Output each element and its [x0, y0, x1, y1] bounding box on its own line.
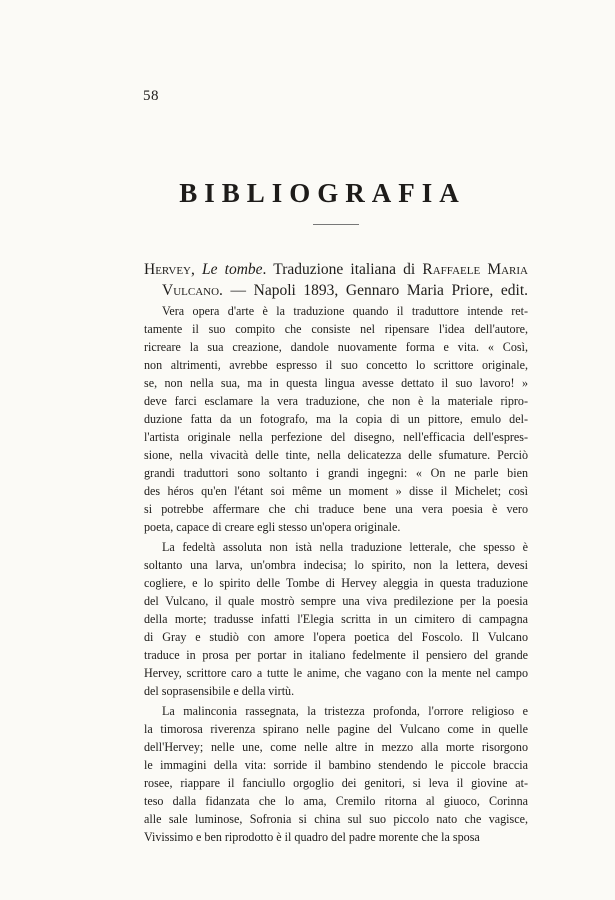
text-line: Hervey, scrittore caro a tutte le anime, che vagano con la mente nel campo [144, 666, 528, 680]
text-line: della morte; tradusse infatti l'Elegia scritta in un cimitero di campagna [144, 612, 528, 626]
text-line: non altrimenti, avrebbe espresso il suo concetto lo scrittore originale, [144, 358, 528, 372]
text-line: duzione fatta da un fotografo, ma la copia di un pittore, emulo del- [144, 412, 528, 426]
text-line: si potrebbe affermare che chi traduce bene una vera poesia è vero [144, 502, 528, 516]
text-line: teso dalla fidanzata che lo ama, Cremilo ritorna al giuoco, Corinna [144, 794, 528, 808]
text-line: rosee, riappare il fanciullo orgoglio dei genitori, si leva il giovine at- [144, 776, 528, 790]
title-ornament [313, 224, 359, 225]
entry-sep: , [190, 261, 202, 278]
paragraph-3 [144, 702, 528, 846]
text-line: soltanto una larva, un'ombra indecisa; lo spirito, non la lettera, devesi [144, 558, 528, 572]
text-line: se, non nella sua, ma in questa lingua avesse dettato il suo lavoro! » [144, 376, 528, 390]
text-line: cogliere, e lo spirito delle Tombe di Hervey aleggia in questa traduzione [144, 576, 528, 590]
text-line: del Vulcano, il quale mostrò sempre una viva predilezione per la poesia [144, 594, 528, 608]
text-line: La fedeltà assoluta non istà nella traduzione letterale, che spesso è [162, 540, 528, 554]
text-line: poeta, capace di creare egli stesso un'opera originale. [144, 520, 401, 534]
entry-translator-1: Raffaele Maria [422, 261, 529, 278]
text-line: grandi traduttori sono soltanto i grandi ingegni: « On ne parle bien [144, 466, 528, 480]
text-line: sione, nella vivacità delle tinte, nella delicatezza delle sfumature. Perciò [144, 448, 528, 462]
text-line: la timorosa riverenza spirano nelle pagine del Vulcano come in quelle [144, 722, 528, 736]
text-line: l'artista originale nella perfezione del disegno, nell'efficacia dell'espres- [144, 430, 528, 444]
text-line: deve farci esclamare la vera traduzione, che non è la materiale ripro- [144, 394, 528, 408]
page-number: 58 [143, 88, 159, 104]
text-line: di Gray e studiò con amore l'opera poetica del Foscolo. Il Vulcano [144, 630, 528, 644]
paragraph-2 [144, 538, 528, 700]
text-line: traduce in prosa per portar in italiano fedelmente il pensiero del grande [144, 648, 528, 662]
entry-author: Hervey [144, 261, 191, 278]
entry-desc: . Traduzione italiana di [262, 261, 423, 278]
entry-work: Le tombe [202, 261, 263, 278]
paragraph-1 [144, 302, 528, 536]
text-line: Vera opera d'arte è la traduzione quando il traduttore intende ret- [162, 304, 528, 318]
entry-line-1 [144, 259, 528, 280]
entry-translator-2: Vulcano [162, 282, 220, 299]
text-line: ricreare la sua creazione, dandole nuovamente forma e vita. « Così, [144, 340, 528, 354]
text-line: del soprasensibile e della virtù. [144, 684, 295, 698]
text-line: La malinconia rassegnata, la tristezza profonda, l'orrore religioso e [162, 704, 528, 718]
bibliography-entry [144, 259, 528, 301]
text-line: le immagini della vita: sorride il bambino stendendo le piccole braccia [144, 758, 528, 772]
body-text [144, 302, 528, 848]
entry-publisher: . — Napoli 1893, Gennaro Maria Priore, edit. [219, 282, 528, 299]
text-line: alle sale luminose, Sofronia si china sul suo piccolo nato che vagisce, [144, 812, 528, 826]
entry-line-2 [144, 280, 528, 301]
page-title: BIBLIOGRAFIA [179, 178, 466, 208]
text-line: tamente il suo compito che consiste nel ripensare l'idea dell'autore, [144, 322, 528, 336]
text-line: dell'Hervey; nelle une, come nelle altre in mezzo alla morte risorgono [144, 740, 528, 754]
text-line: Vivissimo e ben riprodotto è il quadro del padre morente che la sposa [144, 830, 480, 844]
text-line: des héros qu'en l'étant soi même un moment » disse il Michelet; così [144, 484, 528, 498]
